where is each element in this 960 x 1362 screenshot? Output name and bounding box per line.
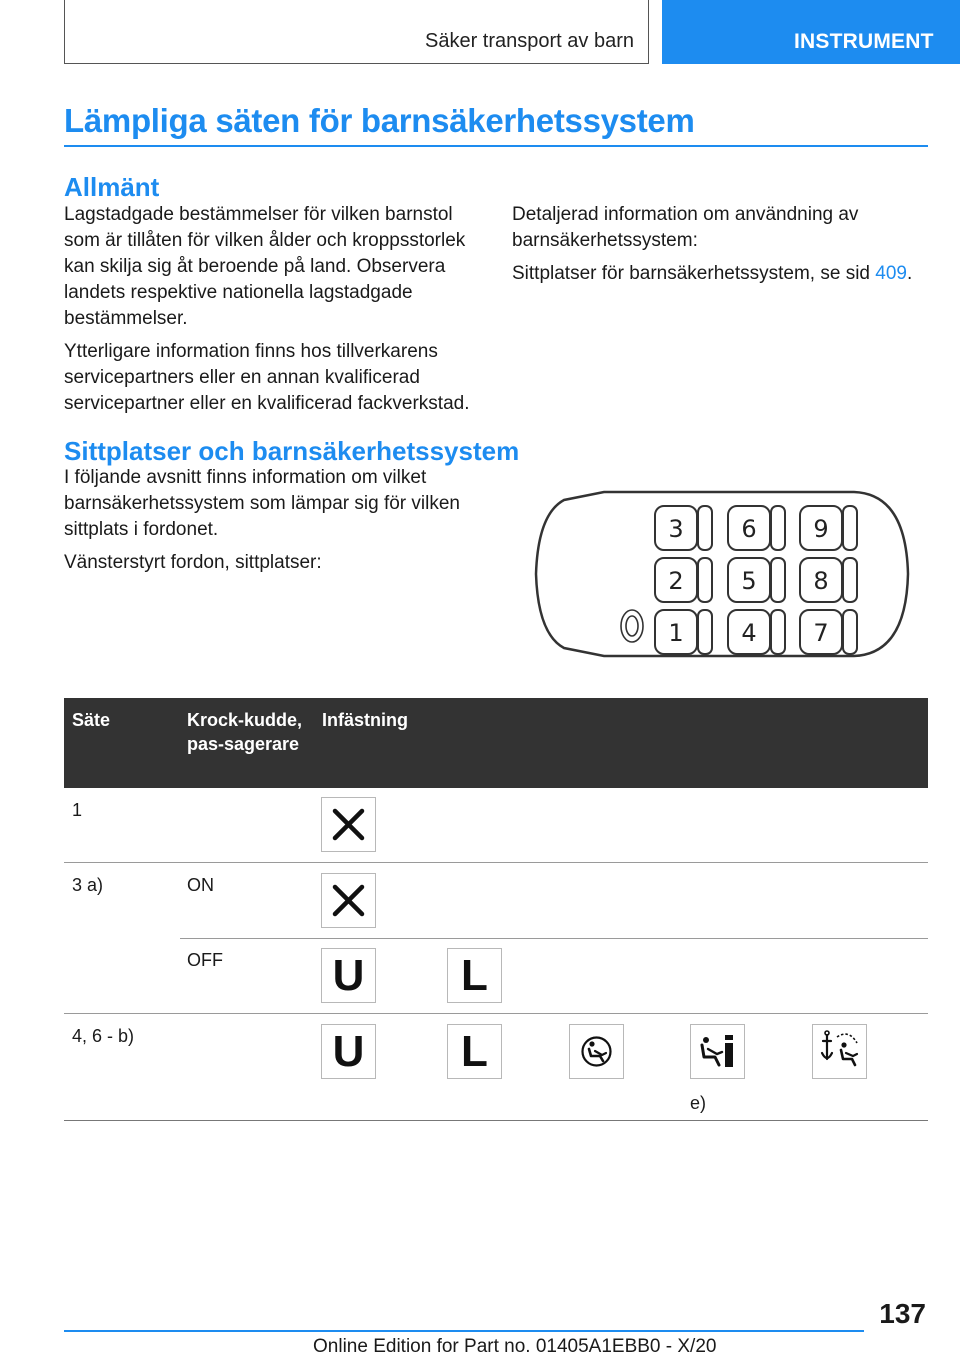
general-reference [512,261,928,287]
header-section-box [64,0,649,64]
semi-universal-l-icon: L [447,1024,502,1079]
table-row-4-seat: 4, 6 - b) [72,1026,135,1046]
seat-number-6: 6 [741,515,757,543]
semi-universal-l-icon: L [447,948,502,1003]
table-row-2-airbag: ON [187,875,214,895]
seat-number-1: 1 [668,619,684,647]
table-header-airbag: Krock-kudde, pas-sagerare [187,710,303,754]
table-row-divider [64,1013,928,1014]
general-right-column [512,202,928,294]
top-tether-anchor-icon [812,1024,867,1079]
table-row-2-seat: 3 a) [72,875,104,895]
seating-paragraph-2: Vänsterstyrt fordon, sittplatser: [64,552,322,573]
seat-number-2: 2 [668,567,684,595]
reference-text: Sittplatser för barnsäkerhetssystem, se sid [512,263,870,284]
seat-number-7: 7 [813,619,829,647]
section-heading-general: Allmänt [64,172,160,202]
general-left-column [64,202,482,424]
reference-end: . [906,263,913,284]
vehicle-outline [536,492,908,656]
isize-seat-icon [690,1024,745,1079]
cross-icon [321,797,376,852]
table-row-4-note: e) [690,1093,707,1113]
cross-icon [321,873,376,928]
vehicle-seat-diagram [534,484,914,664]
page-number: 137 [879,1298,926,1329]
seat-number-3: 3 [668,515,684,543]
table-header-seat: Säte [72,710,111,730]
seating-text-column [64,465,484,583]
footer-edition-text: Online Edition for Part no. 01405A1EBB0 - X/20 [313,1336,717,1357]
table-row-divider [64,862,928,863]
seat-number-8: 8 [813,567,829,595]
universal-u-icon: U [321,948,376,1003]
table-row-divider [180,938,928,939]
footer-divider [64,1330,864,1332]
general-paragraph-1: Lagstadgade bestämmelser för vilken barnstol som är tillåten för vilken ålder och kroppsstorlek kan skilja sig åt beroende på land. Observera landets respektive nationella lagstadgade bestämmelser. [64,204,466,329]
page-title: Lämpliga säten för barnsäkerhetssystem [64,102,695,139]
header-section-title: Säker transport av barn [425,30,634,52]
general-paragraph-2: Ytterligare information finns hos tillverkarens servicepartners eller en annan kvalificerad servicepartner eller en kvalificerad fackverkstad. [64,341,470,414]
table-row-1-seat: 1 [72,800,83,820]
seating-paragraph-1: I följande avsnitt finns information om vilket barnsäkerhetssystem som lämpar sig för vilken sittplats i fordonet. [64,467,460,540]
section-heading-seating: Sittplatser och barnsäkerhetssystem [64,436,520,466]
isofix-seat-icon [569,1024,624,1079]
seat-number-4: 4 [741,619,757,647]
seat-number-9: 9 [813,515,829,543]
table-header-mount: Infästning [322,710,408,730]
table-row-3-airbag: OFF [187,950,223,970]
universal-u-icon: U [321,1024,376,1079]
header-chapter-tab[interactable] [662,0,960,64]
general-detail-paragraph: Detaljerad information om användning av barnsäkerhetssystem: [512,204,859,251]
title-divider [64,145,928,147]
header-chapter-label: INSTRUMENT [794,30,934,53]
table-header [64,698,928,788]
table-bottom-rule [64,1120,928,1121]
seat-number-5: 5 [741,567,757,595]
reference-page-link[interactable]: 409 [875,263,907,284]
